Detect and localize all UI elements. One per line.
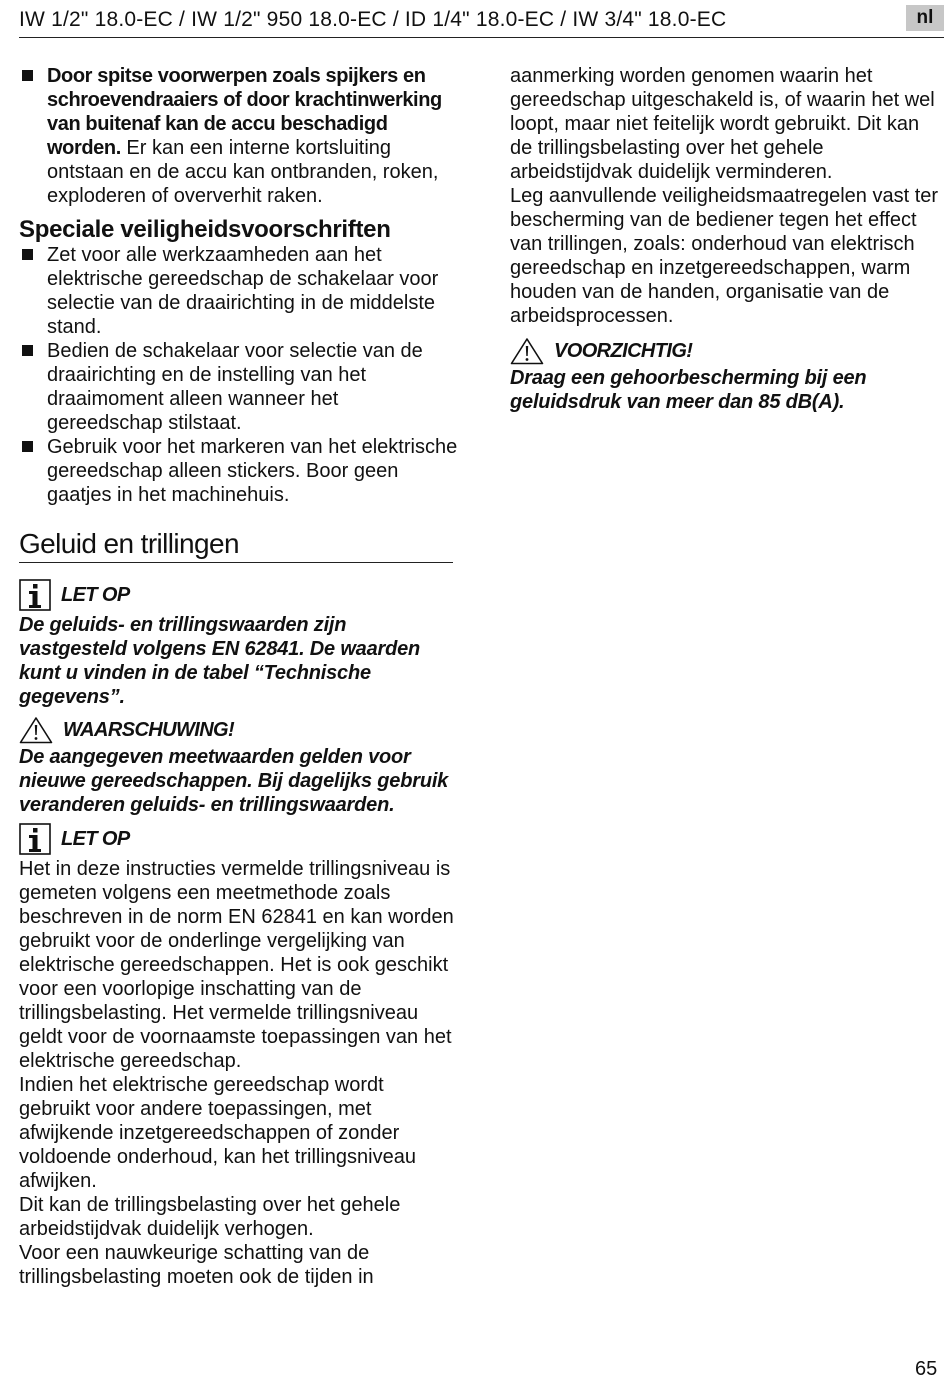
vibration-paragraph: Voor een nauwkeurige schatting van de trillingsbelasting moeten ook de tijden in [19, 1242, 374, 1288]
info-icon [19, 579, 51, 611]
warning-text: De aangegeven meetwaarden gelden voor nieuwe gereedschappen. Bij dagelijks gebruik veranderen geluids- en trillingswaarden. [19, 746, 449, 816]
note-header [19, 577, 459, 613]
left-column [19, 64, 459, 1289]
safety-measures-paragraph: Leg aanvullende veiligheidsmaatregelen vast ter bescherming van de bediener tegen het effect van trillingen, zoals: onderhoud van elektrisch gereedschap en inzetgereedschappen, warm houden van de handen, organisatie van de arbeidsprocessen. [510, 185, 939, 327]
caution-header [510, 336, 945, 366]
battery-warning-list [19, 64, 459, 208]
warning-triangle-icon [510, 337, 544, 365]
vibration-paragraph: Indien het elektrische gereedschap wordt gebruikt voor andere toepassingen, met afwijkende inzetgereedschappen of zonder voldoende onderhoud, kan het trillingsniveau afwijken. [19, 1074, 416, 1192]
warning-header [19, 715, 459, 745]
vibration-paragraph: Het in deze instructies vermelde trillingsniveau is gemeten volgens een meetmethode zoals beschreven in de norm EN 62841 en kan worden gebruikt voor de onderlinge vergelijking van elektrische gereedschappen. Het is ook geschikt voor een voorlopige inschatting van de trillingsbelasting. Het vermelde trillingsniveau geldt voor de voornaamste toepassingen van het elektrische gereedschap. [19, 858, 454, 1072]
caution-label: VOORZICHTIG! [554, 340, 693, 362]
list-item: Bedien de schakelaar voor selectie van de draairichting en de instelling van het draaimoment alleen wanneer het gereedschap stilstaat. [19, 339, 459, 435]
battery-warning-text: Er kan een interne kortsluiting ontstaan en de accu kan ontbranden, roken, exploderen of oververhit raken. [47, 137, 439, 207]
continuation-paragraph: aanmerking worden genomen waarin het gereedschap uitgeschakeld is, of waarin het wel loopt, maar niet feitelijk wordt gebruikt. Dit kan de trillingsbelasting over het gehele arbeidstijdvak duidelijk verminderen. [510, 65, 935, 183]
page-number: 65 [915, 1358, 938, 1380]
right-column [510, 64, 945, 414]
note-text: De geluids- en trillingswaarden zijn vastgesteld volgens EN 62841. De waarden kunt u vinden in de tabel “Technische gegevens”. [19, 614, 421, 708]
warning-triangle-icon [19, 716, 53, 744]
info-icon [19, 823, 51, 855]
note-header [19, 821, 459, 857]
vibration-paragraph: Dit kan de trillingsbelasting over het gehele arbeidstijdvak duidelijk verhogen. [19, 1194, 401, 1240]
list-item: Gebruik voor het markeren van het elektrische gereedschap alleen stickers. Boor geen gaatjes in het machinehuis. [19, 435, 459, 507]
caution-text: Draag een gehoorbescherming bij een geluidsdruk van meer dan 85 dB(A). [510, 367, 867, 413]
special-safety-list [19, 243, 459, 507]
warning-label: WAARSCHUWING! [63, 719, 235, 741]
sound-vibration-heading: Geluid en trillingen [19, 528, 453, 563]
document-title: IW 1/2" 18.0-EC / IW 1/2" 950 18.0-EC / ID 1/4" 18.0-EC / IW 3/4" 18.0-EC [19, 8, 727, 31]
note-label: LET OP [61, 828, 130, 850]
list-item [19, 64, 459, 208]
special-safety-heading: Speciale veiligheidsvoorschriften [19, 216, 391, 243]
list-item: Zet voor alle werkzaamheden aan het elektrische gereedschap de schakelaar voor selectie van de draairichting in de middelste stand. [19, 243, 459, 339]
language-badge: nl [906, 5, 944, 31]
header-divider [19, 37, 944, 38]
note-label: LET OP [61, 584, 130, 606]
battery-warning-bold: Door spitse voorwerpen zoals spijkers en schroevendraaiers of door krachtinwerking van buitenaf kan de accu beschadigd worden. [47, 65, 442, 159]
